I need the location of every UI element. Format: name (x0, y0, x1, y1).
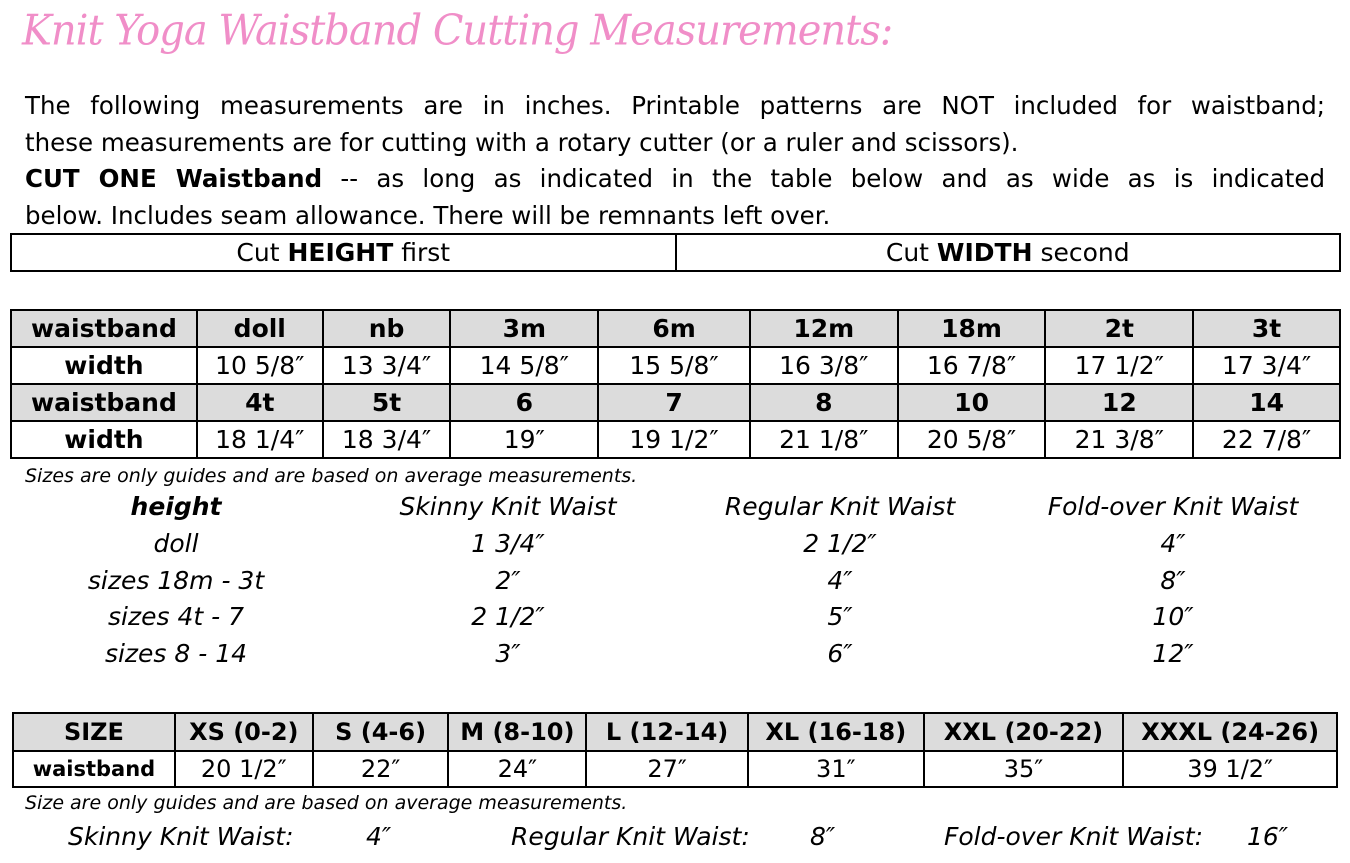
table-cell: S (4-6) (313, 713, 449, 751)
table-cell: 18 1/4″ (197, 421, 323, 458)
table-cell: XXL (20-22) (924, 713, 1124, 751)
height-cell: 6″ (827, 639, 853, 669)
height-cell: height (130, 492, 222, 521)
table-row (11, 347, 1340, 384)
height-cell: 2″ (495, 565, 521, 595)
table-cell: SIZE (13, 713, 175, 751)
table-cell: L (12-14) (586, 713, 748, 751)
table-cell: 2t (1045, 310, 1193, 347)
regular-label: Regular Knit Waist: (511, 822, 750, 851)
table-row (13, 713, 1337, 751)
intro-line-1: The following measurements are in inches. Printable patterns are NOT included for waistband; (25, 91, 1325, 120)
table-cell: waistband (11, 310, 197, 347)
intro-line-3-rest: -- as long as indicated in the table below and as wide as is indicated (322, 164, 1325, 193)
table-cell: M (8-10) (448, 713, 586, 751)
table-row (0, 566, 1350, 603)
table-cell: 12m (750, 310, 898, 347)
table-row (0, 529, 1350, 566)
table-cell: 3m (450, 310, 598, 347)
table-row (11, 384, 1340, 421)
table-cell: 4t (197, 384, 323, 421)
table-cell: 15 5/8″ (598, 347, 750, 384)
table-cell: 10 (898, 384, 1046, 421)
table-row (11, 421, 1340, 458)
height-cell: sizes 8 - 14 (104, 639, 248, 669)
table-cell: XXXL (24-26) (1123, 713, 1337, 751)
table-cell: width (11, 347, 197, 384)
height-cell: doll (153, 528, 199, 558)
table-cell: 22 7/8″ (1193, 421, 1340, 458)
table-cell: 6 (450, 384, 598, 421)
size-guide-note: Size are only guides and are based on average measurements. (25, 792, 628, 814)
table-row (13, 751, 1337, 787)
height-cell: 12″ (1152, 639, 1194, 669)
height-cell: 2 1/2″ (471, 602, 545, 632)
height-cell: 2 1/2″ (803, 528, 877, 558)
height-cell: sizes 18m - 3t (87, 565, 265, 595)
table-cell: 12 (1045, 384, 1193, 421)
page-title: Knit Yoga Waistband Cutting Measurements: (22, 6, 893, 56)
height-cell: Regular Knit Waist (724, 492, 956, 521)
table-cell: 17 3/4″ (1193, 347, 1340, 384)
child-size-table (10, 309, 1341, 459)
table-cell: 17 1/2″ (1045, 347, 1193, 384)
table-cell: 13 3/4″ (323, 347, 451, 384)
table-cell: 14 5/8″ (450, 347, 598, 384)
height-cell: 5″ (827, 602, 853, 632)
table-cell: 6m (598, 310, 750, 347)
table-cell: 19 1/2″ (598, 421, 750, 458)
table-cell: 16 7/8″ (898, 347, 1046, 384)
table-cell: 20 1/2″ (175, 751, 313, 787)
height-table (0, 492, 1350, 676)
fold-label: Fold-over Knit Waist: (944, 822, 1204, 851)
height-cell: 8″ (1160, 565, 1186, 595)
adult-size-table (12, 712, 1338, 788)
cut-width-second: Cut WIDTH second (676, 234, 1341, 271)
table-cell: 19″ (450, 421, 598, 458)
table-cell: waistband (13, 751, 175, 787)
height-cell: 10″ (1152, 602, 1194, 632)
cut-one-label: CUT ONE Waistband (25, 164, 323, 193)
table-cell: 24″ (448, 751, 586, 787)
height-cell: 3″ (495, 639, 521, 669)
skinny-value: 4″ (366, 822, 392, 851)
table-cell: 39 1/2″ (1123, 751, 1337, 787)
table-cell: 27″ (586, 751, 748, 787)
table-cell: 18m (898, 310, 1046, 347)
table-row (0, 602, 1350, 639)
table-cell: 14 (1193, 384, 1340, 421)
table-cell: 16 3/8″ (750, 347, 898, 384)
table-cell: 8 (750, 384, 898, 421)
height-cell: 4″ (827, 565, 853, 595)
table-row (0, 639, 1350, 676)
table-cell: 3t (1193, 310, 1340, 347)
table-cell: XL (16-18) (748, 713, 924, 751)
table-cell: waistband (11, 384, 197, 421)
table-row (11, 310, 1340, 347)
table-cell: 22″ (313, 751, 449, 787)
cut-height-first: Cut HEIGHT first (11, 234, 676, 271)
table-cell: width (11, 421, 197, 458)
table-cell: 7 (598, 384, 750, 421)
intro-line-3 (25, 161, 1325, 198)
table-cell: XS (0-2) (175, 713, 313, 751)
intro-line-4: below. Includes seam allowance. There will be remnants left over. (25, 200, 831, 230)
table-cell: 31″ (748, 751, 924, 787)
regular-value: 8″ (810, 822, 836, 851)
table-cell: 10 5/8″ (197, 347, 323, 384)
sizes-guide-note: Sizes are only guides and are based on average measurements. (25, 465, 638, 487)
fold-value: 16″ (1247, 822, 1289, 851)
height-cell: sizes 4t - 7 (108, 602, 244, 632)
height-header-row (0, 492, 1350, 529)
intro-text (25, 88, 1325, 234)
skinny-label: Skinny Knit Waist: (68, 822, 294, 851)
intro-line-2: these measurements are for cutting with a rotary cutter (or a ruler and scissors). (25, 127, 1019, 157)
height-cell: Fold-over Knit Waist (1047, 492, 1299, 521)
table-cell: 5t (323, 384, 451, 421)
table-cell: 21 3/8″ (1045, 421, 1193, 458)
table-cell: 20 5/8″ (898, 421, 1046, 458)
height-cell: Skinny Knit Waist (399, 492, 617, 521)
cut-order-table (10, 233, 1341, 272)
height-cell: 4″ (1160, 528, 1186, 558)
table-cell: 21 1/8″ (750, 421, 898, 458)
table-cell: doll (197, 310, 323, 347)
height-cell: 1 3/4″ (471, 528, 545, 558)
table-cell: nb (323, 310, 451, 347)
table-cell: 18 3/4″ (323, 421, 451, 458)
table-cell: 35″ (924, 751, 1124, 787)
